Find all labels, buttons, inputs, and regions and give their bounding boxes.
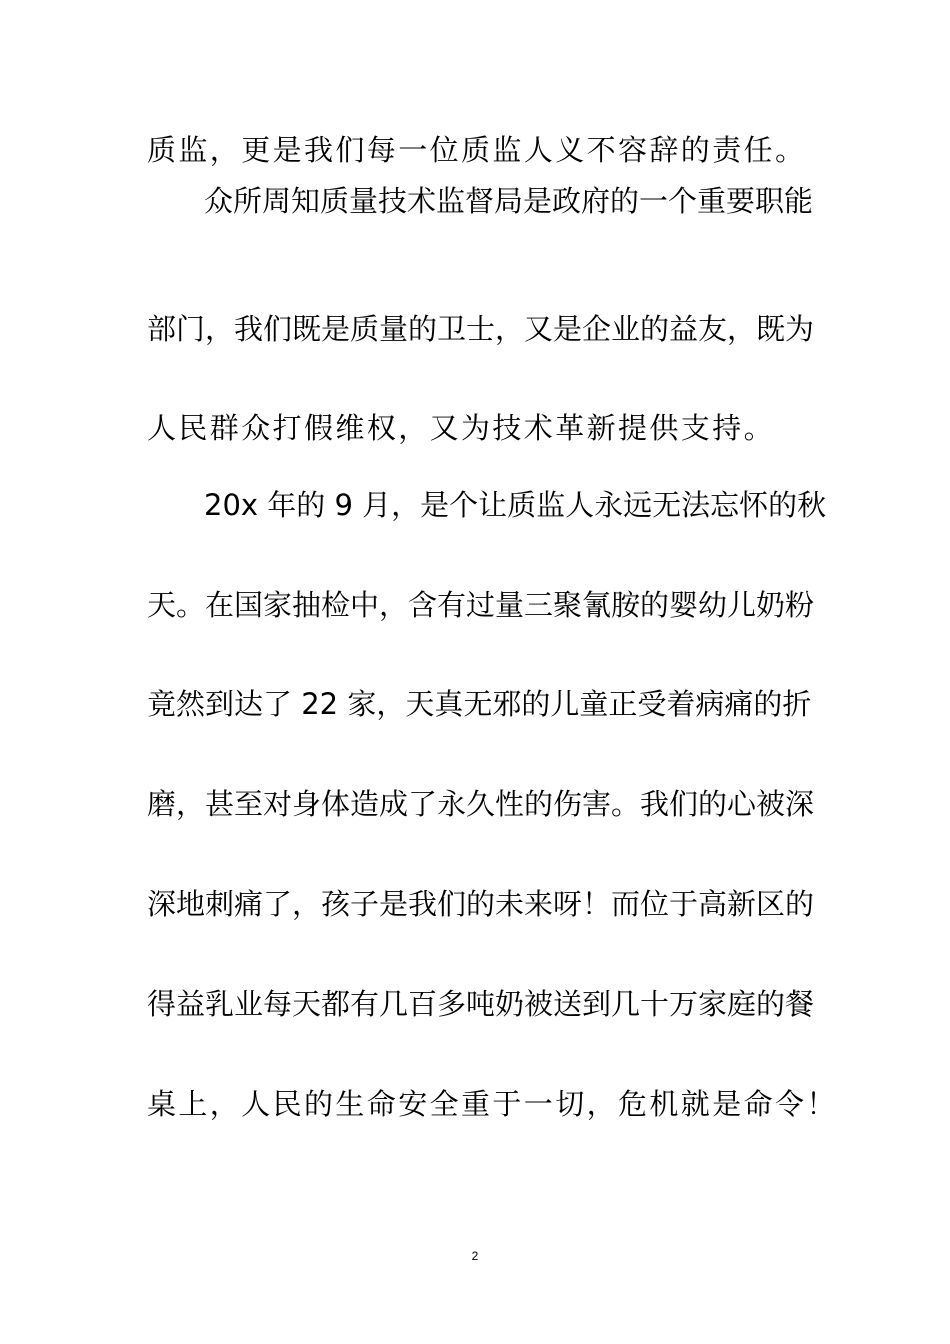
text-line: 部门，我们既是质量的卫士，又是企业的益友，既为 xyxy=(147,312,815,346)
text-line: 得益乳业每天都有几百多吨奶被送到几十万家庭的餐 xyxy=(147,987,815,1021)
text-line: 人民群众打假维权，又为技术革新提供支持。 xyxy=(147,411,776,445)
text-line: 竟然到达了 22 家，天真无邪的儿童正受着病痛的折 xyxy=(147,687,812,721)
page-number: 2 xyxy=(471,1249,479,1263)
paragraph-first-line: 众所周知质量技术监督局是政府的一个重要职能 xyxy=(204,184,814,218)
text-line: 天。在国家抽检中，含有过量三聚氰胺的婴幼儿奶粉 xyxy=(147,588,815,622)
text-line: 质监，更是我们每一位质监人义不容辞的责任。 xyxy=(147,133,807,167)
text-line: 磨，甚至对身体造成了永久性的伤害。我们的心被深 xyxy=(147,787,815,821)
text-line: 深地刺痛了，孩子是我们的未来呀！而位于高新区的 xyxy=(147,887,815,921)
paragraph-first-line: 20x 年的 9 月，是个让质监人永远无法忘怀的秋 xyxy=(204,488,827,522)
text-line: 桌上，人民的生命安全重于一切，危机就是命令！ xyxy=(147,1087,838,1121)
